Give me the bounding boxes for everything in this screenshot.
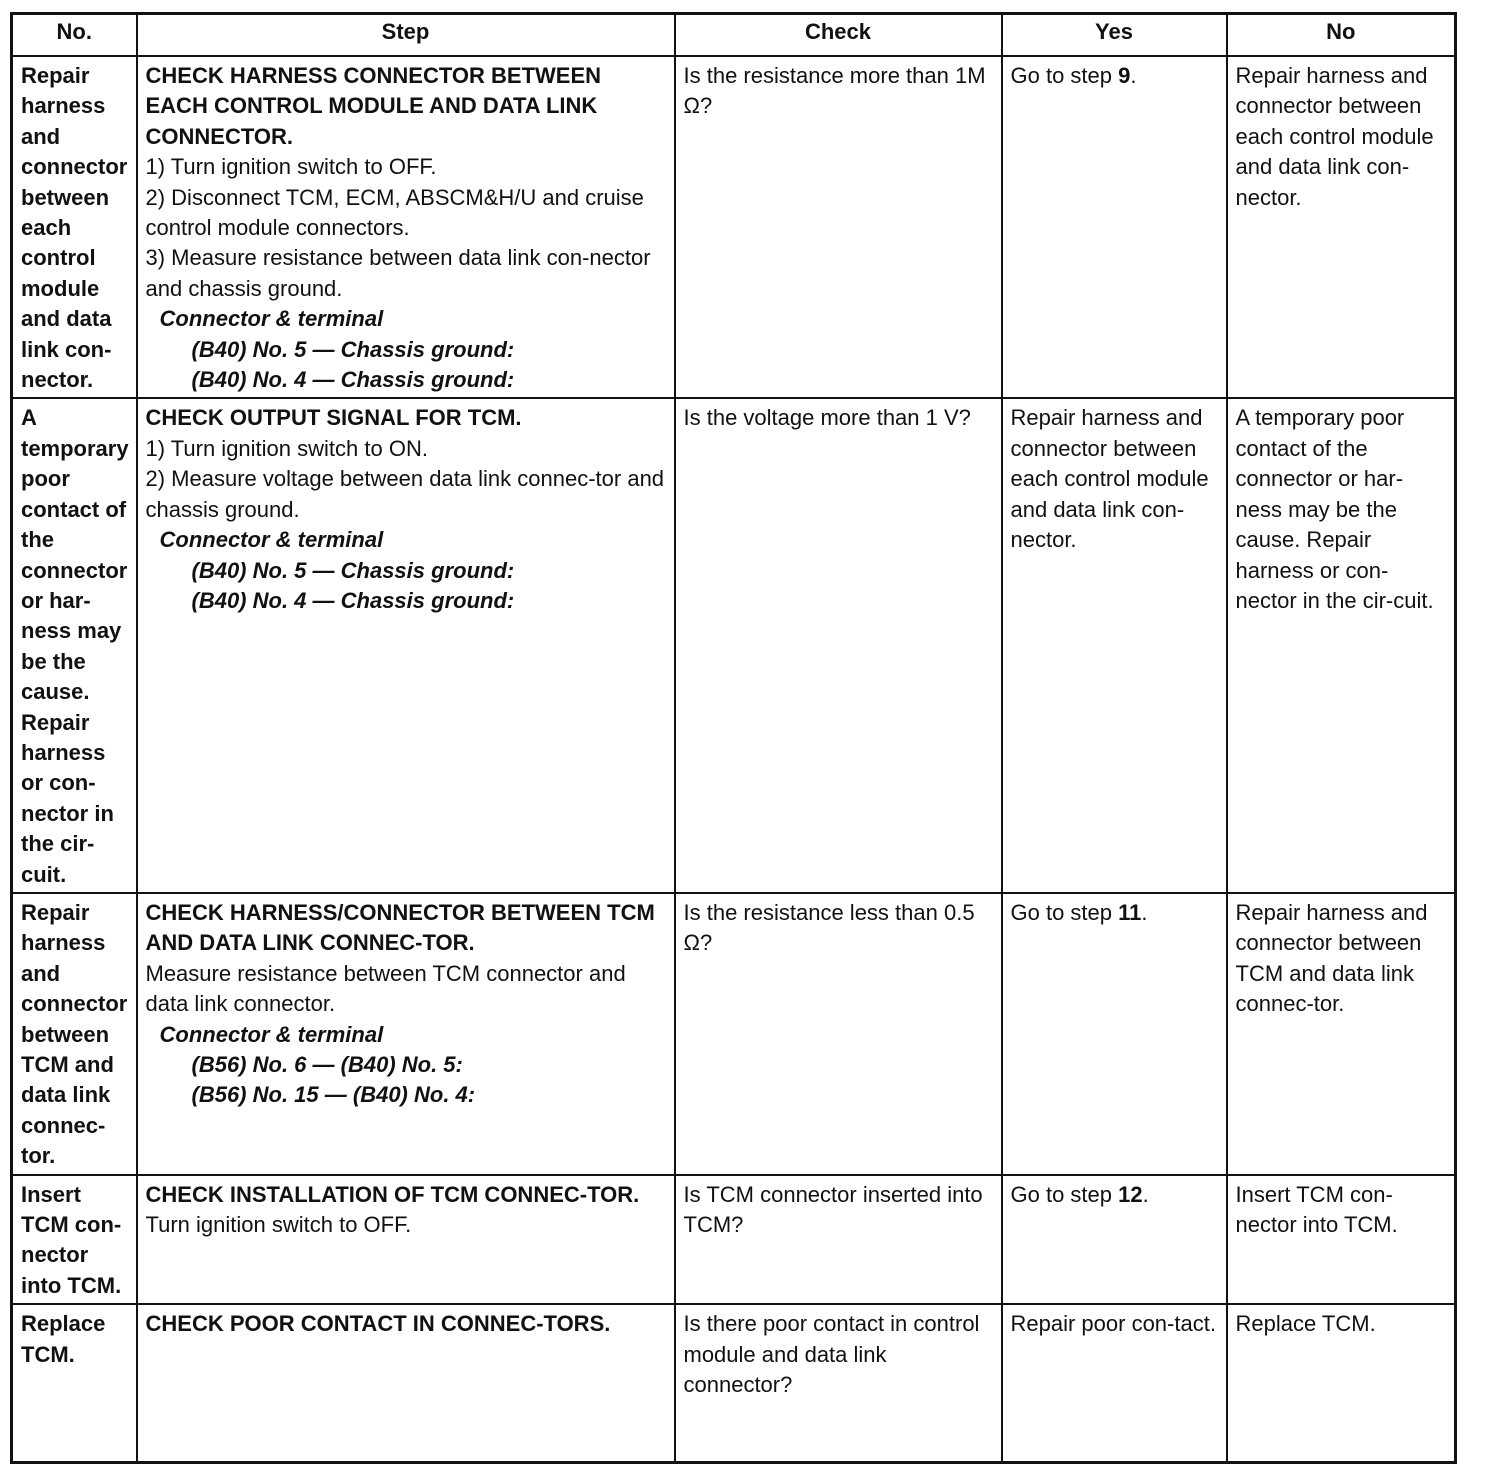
step-reference: 11 [1118, 899, 1142, 925]
no-cell: Insert TCM con-nector into TCM. [1227, 1175, 1456, 1305]
yes-suffix: . [1141, 899, 1148, 925]
no-cell: A temporary poor contact of the connector or har-ness may be the cause. Repair harness or con-nector in the cir-cuit. [1227, 398, 1456, 893]
step-title: CHECK HARNESS CONNECTOR BETWEEN EACH CONTROL MODULE AND DATA LINK CONNECTOR. [145, 63, 602, 149]
check-cell: Is the voltage more than 1 V? [675, 398, 1002, 893]
table-body [12, 56, 1456, 1462]
connector-pin: (B40) No. 5 — Chassis ground: [191, 557, 515, 583]
connector-pin: (B56) No. 6 — (B40) No. 5: [191, 1052, 463, 1077]
check-cell: Is the resistance less than 0.5 Ω? [675, 893, 1002, 1175]
connector-pin: (B56) No. 15 — (B40) No. 4: [191, 1082, 476, 1108]
step-number: Repair harness and connector between each control module and data link con-nector. [12, 56, 137, 398]
step-number: Repair harness and connector between TCM and data link connec-tor. [12, 893, 137, 1175]
yes-text: Go to step [1010, 899, 1119, 925]
step-instruction: 1) Turn ignition switch to OFF. [145, 154, 437, 180]
table-row [12, 1175, 1456, 1305]
check-cell: Is the resistance more than 1M Ω? [675, 56, 1002, 398]
step-instruction: Turn ignition switch to OFF. [145, 1212, 412, 1238]
yes-text: Go to step [1010, 1181, 1119, 1207]
yes-cell [1002, 56, 1227, 398]
no-cell: Replace TCM. [1227, 1304, 1456, 1462]
step-title: CHECK HARNESS/CONNECTOR BETWEEN TCM AND DATA LINK CONNEC-TOR. [145, 899, 655, 956]
step-instruction: 2) Disconnect TCM, ECM, ABSCM&H/U and cruise control module connectors. [145, 184, 644, 241]
table-row [12, 893, 1456, 1175]
step-number: Replace TCM. [12, 1304, 137, 1462]
header-step: Step [137, 14, 675, 57]
step-instruction: 2) Measure voltage between data link connec-tor and chassis ground. [145, 466, 665, 522]
connector-terminal-label: Connector & terminal [159, 1021, 384, 1047]
step-reference: 12 [1118, 1181, 1143, 1207]
check-cell: Is TCM connector inserted into TCM? [675, 1175, 1002, 1305]
step-number: A temporary poor contact of the connector or har-ness may be the cause. Repair harness or con-nector in the cir-cuit. [12, 398, 137, 893]
step-instruction: 1) Turn ignition switch to ON. [145, 435, 428, 461]
connector-terminal-label: Connector & terminal [159, 306, 384, 332]
check-cell: Is there poor contact in control module and data link connector? [675, 1304, 1002, 1462]
yes-cell: Repair poor con-tact. [1002, 1304, 1227, 1462]
connector-pin: (B40) No. 4 — Chassis ground: [191, 587, 515, 613]
step-number: Insert TCM con-nector into TCM. [12, 1175, 137, 1305]
header-no: No. [12, 14, 137, 57]
table-row [12, 1304, 1456, 1462]
step-cell [137, 1175, 675, 1305]
header-check: Check [675, 14, 1002, 57]
step-cell [137, 398, 675, 893]
table-header [12, 14, 1456, 57]
connector-pin: (B40) No. 5 — Chassis ground: [191, 336, 515, 362]
step-instruction: Measure resistance between TCM connector and data link connector. [145, 960, 626, 1017]
step-title: CHECK OUTPUT SIGNAL FOR TCM. [145, 405, 522, 431]
yes-suffix: . [1130, 63, 1137, 88]
step-reference: 9 [1118, 63, 1131, 88]
header-yes: Yes [1002, 14, 1227, 57]
header-no-column: No [1227, 14, 1456, 57]
table-row [12, 398, 1456, 893]
yes-suffix: . [1142, 1181, 1149, 1207]
no-cell: Repair harness and connector between each control module and data link con-nector. [1227, 56, 1456, 398]
yes-text: Go to step [1010, 63, 1119, 88]
connector-terminal-label: Connector & terminal [159, 527, 384, 553]
step-instruction: 3) Measure resistance between data link con-nector and chassis ground. [145, 245, 651, 301]
step-cell [137, 893, 675, 1175]
table-row [12, 56, 1456, 398]
step-cell [137, 1304, 675, 1462]
yes-cell [1002, 1175, 1227, 1305]
diagnostic-table [10, 12, 1457, 1464]
step-title: CHECK INSTALLATION OF TCM CONNEC-TOR. [145, 1181, 640, 1207]
yes-cell: Repair harness and connector between each control module and data link con-nector. [1002, 398, 1227, 893]
yes-cell [1002, 893, 1227, 1175]
connector-pin: (B40) No. 4 — Chassis ground: [191, 367, 515, 393]
step-cell [137, 56, 675, 398]
no-cell: Repair harness and connector between TCM and data link connec-tor. [1227, 893, 1456, 1175]
header-row [12, 14, 1456, 57]
step-title: CHECK POOR CONTACT IN CONNEC-TORS. [145, 1311, 611, 1337]
